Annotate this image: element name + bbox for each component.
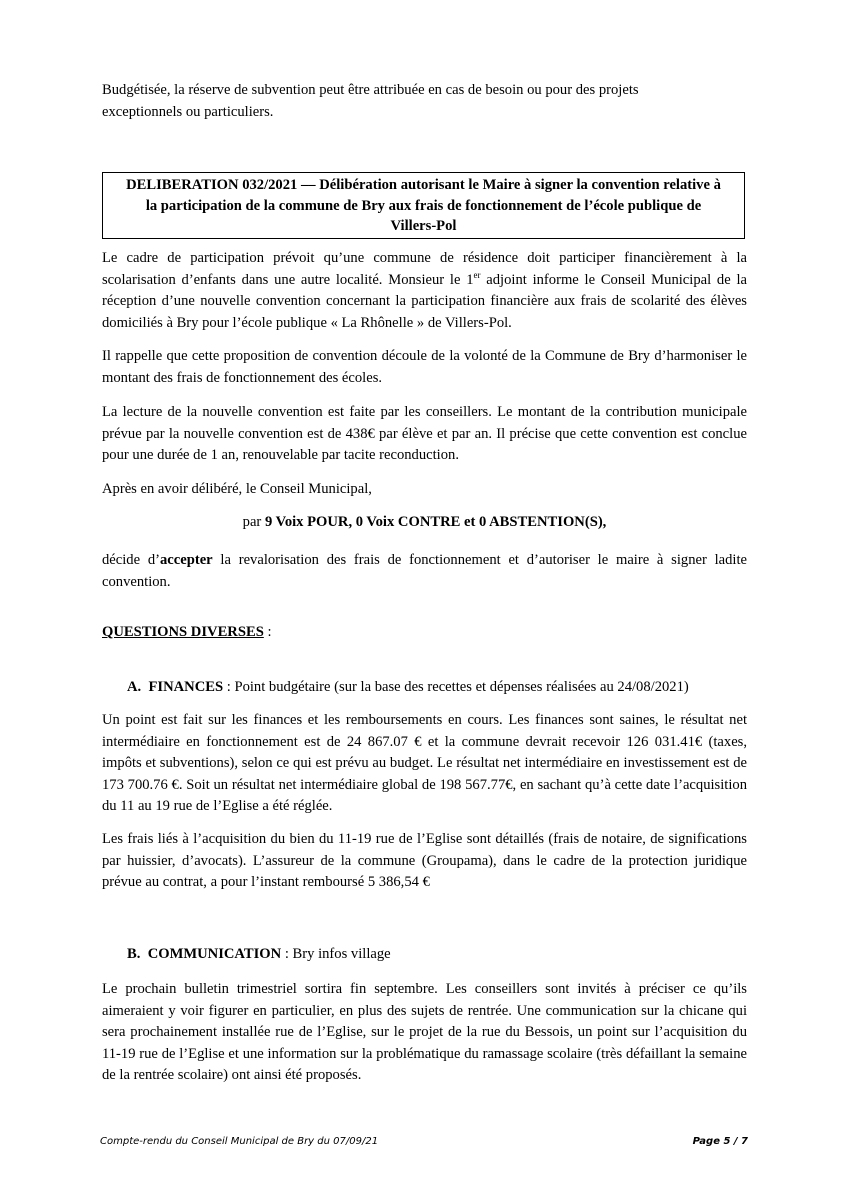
intro-line-2: exceptionnels ou particuliers. [102,103,274,120]
footer-page-number: Page 5 / 7 [692,1136,748,1147]
questions-heading-suffix: : [263,624,272,640]
questions-heading-title: QUESTIONS DIVERSES [102,624,264,640]
decision-paragraph [102,550,747,593]
intro-line-1: Budgétisée, la réserve de subvention peut être attribuée en cas de besoin ou pour des projets [102,82,639,98]
communication-paragraph-1: Le prochain bulletin trimestriel sortira fin septembre. Les conseillers sont invités à préciser ce qu’ils aimeraient y voir figurer en particulier, en plus des sujets de rentrée. Une communication sur la chicane qui sera prochainement installée rue de l’Eglise, sur le projet de la rue du Bessois, un point sur l’acquisition du 11-19 rue de l’Eglise et une information sur la problématique du ramassage scolaire (très défaillant la semaine de la rentrée scolaire) ont ainsi été proposés. [102,981,747,1084]
finances-heading [127,677,689,699]
vote-line [102,512,747,534]
footer-document-title: Compte-rendu du Conseil Municipal de Bry du 07/09/21 [100,1136,379,1147]
deliberation-title-line-2: la participation de la commune de Bry aux frais de fonctionnement de l’école publique de [145,197,702,214]
finances-title: FINANCES [148,679,224,695]
communication-title: COMMUNICATION [147,946,282,962]
questions-heading [102,622,272,644]
communication-letter: B. [127,946,141,962]
communication-heading [127,944,391,966]
ordinal-superscript: er [473,269,481,280]
para1-text-a: Le cadre de participation prévoit qu’une commune de résidence doit participer financièrement à la scolarisation d’enfants dans une autre localité. Monsieur le 1 [102,250,747,288]
deliberation-paragraph-3: La lecture de la nouvelle convention est faite par les conseillers. Le montant de la contribution municipale prévue par la nouvelle convention est de 438€ par élève et par an. Il précise que cette convention est conclue pour une durée de 1 an, renouvelable par tacite reconduction. [102,404,747,464]
para1-text-b: adjoint informe le Conseil Municipal de la réception d’une nouvelle convention concernant la participation financière aux frais de scolarité des élèves domiciliés à Bry pour l’école publique « La Rhônelle » de Villers-Pol. [102,271,747,331]
deliberation-paragraph-1 [102,248,747,334]
vote-prefix: par [242,514,265,530]
finances-letter: A. [127,679,142,695]
vote-result: 9 Voix POUR, 0 Voix CONTRE et 0 ABSTENTION(S), [264,514,607,530]
finances-paragraph-2: Les frais liés à l’acquisition du bien du 11-19 rue de l’Eglise sont détaillés (frais de notaire, de significations par huissier, d’avocats). L’assureur de la commune (Groupama), dans le cadre de la protection juridique prévue au contrat, a pour l’instant remboursé 5 386,54 € [102,831,747,891]
deliberation-paragraph-2: Il rappelle que cette proposition de convention découle de la volonté de la Commune de Bry d’harmoniser le montant des frais de fonctionnement des écoles. [102,348,747,386]
decision-verb: accepter [160,552,213,568]
deliberation-title-line-1: DELIBERATION 032/2021 –– Délibération autorisant le Maire à signer la convention relative à [126,177,721,193]
intro-paragraph [102,80,747,123]
communication-subtitle: : Bry infos village [281,946,391,962]
finances-subtitle: : Point budgétaire (sur la base des recettes et dépenses réalisées au 24/08/2021) [223,679,689,695]
deliberation-title-box [102,172,745,239]
decision-prefix: décide d’ [102,552,160,568]
finances-paragraph-1: Un point est fait sur les finances et les remboursements en cours. Les finances sont saines, le résultat net intermédiaire en fonctionnement est de 24 867.07 € et la commune devrait recevoir 126 031.41€ (taxes, impôts et subventions), selon ce qui est prévu au budget. Le résultat net intermédiaire en investissement est de 173 700.76 €. Soit un résultat net intermédiaire global de 198 567.77€, en sachant qu’à cette date l’acquisition du 11 au 19 rue de l’Eglise a été réglée. [102,712,747,815]
deliberation-paragraph-4: Après en avoir délibéré, le Conseil Municipal, [102,481,372,497]
decision-rest: la revalorisation des frais de fonctionnement et d’autoriser le maire à signer ladite convention. [102,552,747,590]
deliberation-title-line-3: Villers-Pol [390,218,457,234]
